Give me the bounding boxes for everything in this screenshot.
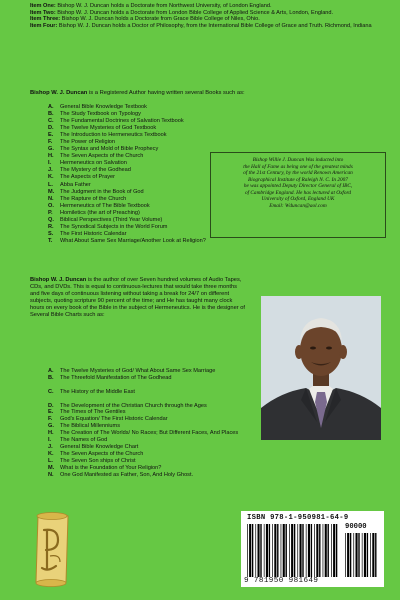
chart-item-title: The Creation of The Worlds/ No Races; But Different Faces, And Places xyxy=(60,430,239,437)
credential-label: Item Two: xyxy=(30,9,56,16)
award-line: the Hall of Fame as being one of the greatest minds xyxy=(243,163,353,170)
chart-item xyxy=(48,472,378,479)
book-item-letter: L. xyxy=(48,181,53,188)
chart-item-letter: C. xyxy=(48,388,54,395)
credential-text: Bishop W. J. Duncan holds a Doctor of Philosophy, from the International Bible College of Grace and Truth. Richmond, Indiana xyxy=(58,22,372,29)
book-item-title: The Aspects of Prayer xyxy=(60,174,116,181)
book-item-letter: I. xyxy=(48,160,52,167)
book-item-title: The First Historic Calendar xyxy=(60,230,127,237)
book-item-title: The Twelve Mysteries of God Textbook xyxy=(60,125,157,132)
book-item-letter: R. xyxy=(48,223,54,230)
book-item-title: The Power of Religion xyxy=(60,139,116,146)
chart-item-title: The Seven Son ships of Christ xyxy=(60,457,136,464)
chart-item-letter: B. xyxy=(48,374,54,381)
credential-item xyxy=(30,10,390,17)
credential-text: Bishop W. J. Duncan holds a Doctorate from Northwest University, of London England. xyxy=(57,3,272,9)
book-item-title: What About Same Sex Marriage/Another Look at Religion? xyxy=(60,237,206,244)
award-line: University of Oxford, England UK xyxy=(261,196,335,202)
book-item-letter: E. xyxy=(48,132,54,139)
scroll-logo-icon xyxy=(30,510,74,592)
book-item-title: Hermeneutics on Salvation xyxy=(60,160,127,167)
ean-digits: 9 781950 981649 xyxy=(244,577,319,585)
book-item-title: Hermeneutics of The Bible Textbook xyxy=(60,202,150,209)
chart-item-letter: A. xyxy=(48,368,54,374)
price-code-text: 90000 xyxy=(345,523,367,531)
book-item xyxy=(48,132,288,139)
credential-text: Bishop W. J. Duncan holds a Doctorate from Grace Bible College of Niles, Ohio. xyxy=(61,16,260,23)
chart-item xyxy=(48,458,378,465)
book-item-letter: S. xyxy=(48,230,54,237)
book-item-title: The Mystery of the Godhead xyxy=(60,167,131,174)
chart-item xyxy=(48,444,378,451)
credential-label: Item Three: xyxy=(30,16,61,23)
book-item-title: Homiletics (the art of Preaching) xyxy=(60,209,140,216)
chart-item-letter: N. xyxy=(48,471,54,478)
credential-item xyxy=(30,16,390,23)
chart-item-letter: L. xyxy=(48,457,53,464)
chart-item-title: The Biblical Millenniums xyxy=(60,423,120,430)
book-item-letter: M. xyxy=(48,188,55,195)
book-item-letter: P. xyxy=(48,209,53,216)
chart-item-title: The History of the Middle East xyxy=(60,388,135,395)
book-item-letter: A. xyxy=(48,104,54,110)
chart-item-letter: G. xyxy=(48,423,54,430)
author-intro xyxy=(30,90,390,97)
ean-barcode xyxy=(247,524,339,577)
book-item-title: The Syntax and Mold of Bible Prophecy xyxy=(60,146,159,153)
chart-item-title: God's Equation/ The First Historic Calendar xyxy=(60,416,168,423)
award-line: Bishop Willie J. Duncan Was inducted into xyxy=(252,157,344,163)
chart-item-letter: H. xyxy=(48,430,54,437)
book-item-letter: C. xyxy=(48,118,54,125)
book-item xyxy=(48,104,288,111)
chart-item-letter: K. xyxy=(48,450,54,457)
award-line: Biographical Institute of Raleigh N. C. In 2007 xyxy=(248,176,348,183)
chart-item-title: The Times of The Gentiles xyxy=(60,409,126,416)
author-bio xyxy=(30,277,248,318)
isbn-text: ISBN 978-1-950981-64-9 xyxy=(247,514,349,522)
credential-label: Item Four: xyxy=(30,22,58,29)
credential-text: Bishop W. J. Duncan holds a Doctorate from London Bible College of Applied Science & Arts, London, England. xyxy=(57,9,334,16)
chart-item-title: The Twelve Mysteries of God/ What About Same Sex Marriage xyxy=(60,368,216,374)
chart-item-title: General Bible Knowledge Chart xyxy=(60,443,139,450)
author-bio-name: Bishop W. J. Duncan xyxy=(30,277,87,283)
chart-item-title: The Seven Aspects of the Church xyxy=(60,450,144,457)
book-item xyxy=(48,238,288,245)
book-item-title: The Seven Aspects of the Church xyxy=(60,153,144,160)
book-item-letter: D. xyxy=(48,125,54,132)
award-line: Email: Wduncan@aol.com xyxy=(269,202,327,209)
chart-item xyxy=(48,451,378,458)
chart-item-letter: E. xyxy=(48,409,54,416)
chart-item-letter: M. xyxy=(48,464,55,471)
price-barcode xyxy=(345,533,379,577)
author-portrait xyxy=(261,296,381,440)
chart-item-title: The Names of God xyxy=(60,437,108,444)
book-item-letter: O. xyxy=(48,202,54,209)
chart-item-title: The Threefold Manifestation of The Godhead xyxy=(60,374,172,381)
book-item-title: General Bible Knowledge Textbook xyxy=(60,104,147,110)
credentials-list xyxy=(30,3,390,29)
award-box xyxy=(210,152,386,238)
award-line: of the 21st Century, by the world Renown American xyxy=(243,170,353,176)
author-intro-text: is a Registered Author having written several Books such as: xyxy=(87,90,245,96)
book-item xyxy=(48,125,288,132)
book-item-letter: Q. xyxy=(48,216,54,223)
book-item-letter: F. xyxy=(48,139,53,146)
book-item-letter: H. xyxy=(48,153,54,160)
credential-label: Item One: xyxy=(30,3,56,9)
book-item xyxy=(48,118,288,125)
chart-item-letter: I. xyxy=(48,437,52,444)
book-item-letter: J. xyxy=(48,167,53,174)
book-item-title: The Fundamental Doctrines of Salvation Textbook xyxy=(60,118,184,125)
book-item-title: Abba Father xyxy=(60,181,91,188)
book-item-title: Biblical Perspectives (Third Year Volume) xyxy=(60,216,163,223)
author-bio-text: is the author of over Seven hundred volumes of Audio Tapes, CDs, and DVDs. This is equal to continuous-lectures that would take three months and five days of continuous listening without taking a break for 24/7 on different subjects, quoting scripture 90 percent of the time; and He has taught many clock hours on every book of the Bible in the subject of Hermeneutics. He is the designer of Several Bible Charts such as: xyxy=(30,277,245,318)
book-item-title: The Synodical Subjects in the World Forum xyxy=(60,223,168,230)
book-item-title: The Study Textbook on Typology xyxy=(60,111,141,118)
book-item-letter: G. xyxy=(48,146,54,153)
book-item-letter: T. xyxy=(48,237,53,244)
chart-item-letter: J. xyxy=(48,443,53,450)
chart-item-title: What is the Foundation of Your Religion? xyxy=(60,464,162,471)
chart-item-title: One God Manifested as Father, Son, And Holy Ghost. xyxy=(60,471,194,478)
credential-item xyxy=(30,3,390,10)
chart-item xyxy=(48,465,378,472)
book-item-letter: K. xyxy=(48,174,54,181)
author-name: Bishop W. J. Duncan xyxy=(30,90,88,96)
chart-item-letter: D. xyxy=(48,402,54,409)
book-item xyxy=(48,139,288,146)
barcode-label xyxy=(241,511,384,587)
book-item-title: The Judgment in the Book of God xyxy=(60,188,144,195)
chart-item-letter: F. xyxy=(48,416,53,423)
book-item-letter: N. xyxy=(48,195,54,202)
award-line: he was appointed Deputy Director General of IBC, xyxy=(243,183,353,189)
book-item-title: The Rapture of the Church xyxy=(60,195,127,202)
credential-item xyxy=(30,23,390,30)
book-item xyxy=(48,111,288,118)
chart-item-title: The Development of the Christian Church through the Ages xyxy=(60,402,207,409)
award-line: of Cambridge England. He has lectured at Oxford xyxy=(244,189,352,196)
author-photo xyxy=(261,296,381,440)
book-item-title: The Introduction to Hermeneutics Textbook xyxy=(60,132,167,139)
book-item-letter: B. xyxy=(48,111,54,118)
